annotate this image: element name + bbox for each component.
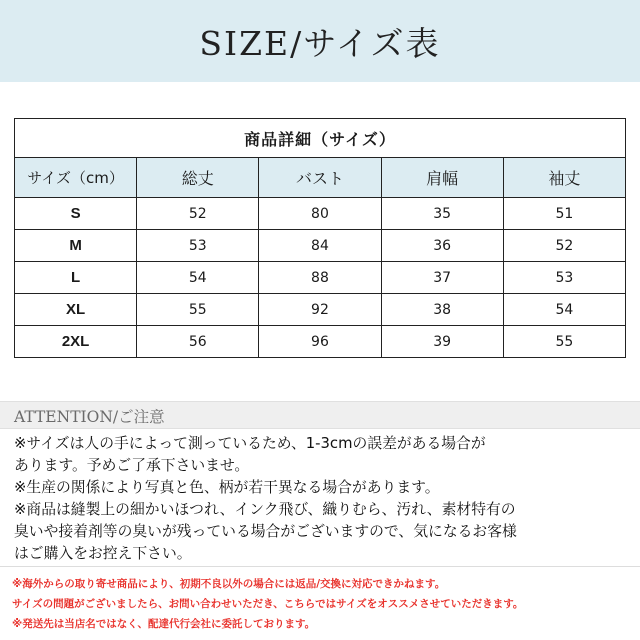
table-caption: 商品詳細（サイズ） <box>15 119 626 158</box>
table-caption-row <box>15 119 626 158</box>
attention-bar <box>0 401 640 429</box>
column-header-bust: バスト <box>259 158 381 198</box>
shipping-note-line: サイズの問題がございましたら、お問い合わせいただき、こちらではサイズをオススメさせていただきます。 <box>12 598 524 610</box>
size-cell: L <box>15 262 137 294</box>
column-header-shoulder: 肩幅 <box>381 158 503 198</box>
shoulder-cell: 36 <box>381 230 503 262</box>
shoulder-cell: 35 <box>381 198 503 230</box>
shipping-note-line: ※海外からの取り寄せ商品により、初期不良以外の場合には返品/交換に対応できかねます。 <box>12 578 446 590</box>
length-cell: 56 <box>137 326 259 358</box>
table-row <box>15 262 626 294</box>
table-row <box>15 294 626 326</box>
shoulder-cell: 37 <box>381 262 503 294</box>
column-header-length: 総丈 <box>137 158 259 198</box>
note-line: ※商品は縫製上の細かいほつれ、インク飛び、織りむら、汚れ、素材特有の <box>14 501 516 518</box>
size-cell: 2XL <box>15 326 137 358</box>
size-cell: XL <box>15 294 137 326</box>
shipping-note-line: ※発送先は当店名ではなく、配達代行会社に委託しております。 <box>12 618 316 630</box>
length-cell: 52 <box>137 198 259 230</box>
bust-cell: 84 <box>259 230 381 262</box>
size-cell: M <box>15 230 137 262</box>
length-cell: 55 <box>137 294 259 326</box>
attention-notes <box>14 433 630 565</box>
column-header-sleeve: 袖丈 <box>503 158 625 198</box>
note-line: あります。予めご了承下さいませ。 <box>14 457 250 474</box>
sleeve-cell: 51 <box>503 198 625 230</box>
length-cell: 54 <box>137 262 259 294</box>
length-cell: 53 <box>137 230 259 262</box>
title-banner <box>0 0 640 82</box>
shipping-notes <box>12 574 632 634</box>
size-cell: S <box>15 198 137 230</box>
size-table <box>14 118 626 358</box>
note-line: はご購入をお控え下さい。 <box>14 545 192 562</box>
divider <box>0 566 640 567</box>
bust-cell: 92 <box>259 294 381 326</box>
bust-cell: 96 <box>259 326 381 358</box>
table-header-row <box>15 158 626 198</box>
note-line: ※生産の関係により写真と色、柄が若干異なる場合があります。 <box>14 479 440 496</box>
sleeve-cell: 54 <box>503 294 625 326</box>
attention-label: ATTENTION/ご注意 <box>14 408 165 426</box>
column-header-size: サイズ（cm） <box>15 158 137 198</box>
shoulder-cell: 39 <box>381 326 503 358</box>
bust-cell: 80 <box>259 198 381 230</box>
note-line: ※サイズは人の手によって測っているため、1-3cmの誤差がある場合が <box>14 435 486 452</box>
table-row <box>15 326 626 358</box>
page-title: SIZE/サイズ表 <box>199 23 441 63</box>
table-row <box>15 198 626 230</box>
note-line: 臭いや接着剤等の臭いが残っている場合がございますので、気になるお客様 <box>14 523 517 540</box>
sleeve-cell: 52 <box>503 230 625 262</box>
table-row <box>15 230 626 262</box>
sleeve-cell: 53 <box>503 262 625 294</box>
sleeve-cell: 55 <box>503 326 625 358</box>
shoulder-cell: 38 <box>381 294 503 326</box>
bust-cell: 88 <box>259 262 381 294</box>
